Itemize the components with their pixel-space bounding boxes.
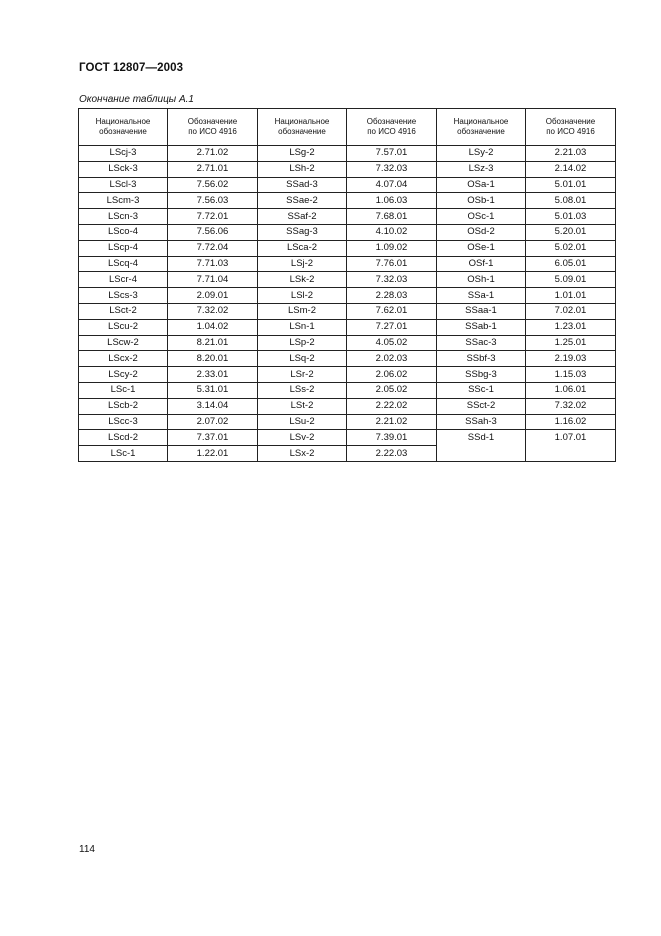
table-row xyxy=(79,367,616,383)
table-row xyxy=(79,240,616,256)
iso-designation-cell: 7.72.04 xyxy=(168,240,258,256)
national-designation-cell: LScd-2 xyxy=(79,430,168,446)
national-designation-cell: LSv-2 xyxy=(258,430,347,446)
national-designation-cell: SSaa-1 xyxy=(437,303,526,319)
iso-designation-cell: 1.07.01 xyxy=(526,430,616,446)
national-designation-cell: OSe-1 xyxy=(437,240,526,256)
national-designation-cell: LScu-2 xyxy=(79,319,168,335)
national-designation-cell: SSc-1 xyxy=(437,382,526,398)
iso-designation-cell: 2.06.02 xyxy=(347,367,437,383)
iso-designation-cell: 7.02.01 xyxy=(526,303,616,319)
iso-designation-cell: 7.32.03 xyxy=(347,272,437,288)
iso-designation-cell: 8.20.01 xyxy=(168,351,258,367)
national-designation-cell: OSb-1 xyxy=(437,193,526,209)
table-row xyxy=(79,288,616,304)
iso-designation-cell: 4.07.04 xyxy=(347,177,437,193)
iso-designation-cell xyxy=(526,446,616,462)
iso-designation-cell: 5.02.01 xyxy=(526,240,616,256)
national-designation-cell xyxy=(437,446,526,462)
iso-designation-cell: 1.23.01 xyxy=(526,319,616,335)
national-designation-cell: LSt-2 xyxy=(258,398,347,414)
table-body xyxy=(79,146,616,462)
iso-designation-cell: 5.01.01 xyxy=(526,177,616,193)
table-row xyxy=(79,303,616,319)
column-header-national-1: Национальное обозначение xyxy=(79,109,168,146)
table-row xyxy=(79,430,616,446)
national-designation-cell: SSae-2 xyxy=(258,193,347,209)
table-row xyxy=(79,414,616,430)
national-designation-cell: LScp-4 xyxy=(79,240,168,256)
iso-designation-cell: 2.28.03 xyxy=(347,288,437,304)
iso-designation-cell: 2.33.01 xyxy=(168,367,258,383)
national-designation-cell: LSck-3 xyxy=(79,161,168,177)
iso-designation-cell: 3.14.04 xyxy=(168,398,258,414)
national-designation-cell: OSf-1 xyxy=(437,256,526,272)
iso-designation-cell: 5.20.01 xyxy=(526,224,616,240)
iso-designation-cell: 7.32.02 xyxy=(526,398,616,414)
iso-designation-cell: 7.72.01 xyxy=(168,209,258,225)
national-designation-cell: LSn-1 xyxy=(258,319,347,335)
iso-designation-cell: 5.09.01 xyxy=(526,272,616,288)
national-designation-cell: LSp-2 xyxy=(258,335,347,351)
column-header-national-3: Национальное обозначение xyxy=(437,109,526,146)
national-designation-cell: SSab-1 xyxy=(437,319,526,335)
table-row xyxy=(79,193,616,209)
iso-designation-cell: 7.68.01 xyxy=(347,209,437,225)
national-designation-cell: SSaf-2 xyxy=(258,209,347,225)
iso-designation-cell: 8.21.01 xyxy=(168,335,258,351)
national-designation-cell: LSh-2 xyxy=(258,161,347,177)
national-designation-cell: LScc-3 xyxy=(79,414,168,430)
iso-designation-cell: 7.32.03 xyxy=(347,161,437,177)
iso-designation-cell: 5.01.03 xyxy=(526,209,616,225)
national-designation-cell: OSc-1 xyxy=(437,209,526,225)
table-row xyxy=(79,256,616,272)
document-header: ГОСТ 12807—2003 xyxy=(79,62,184,74)
national-designation-cell: LScs-3 xyxy=(79,288,168,304)
iso-designation-cell: 5.08.01 xyxy=(526,193,616,209)
national-designation-cell: LSc-1 xyxy=(79,446,168,462)
iso-designation-cell: 2.21.02 xyxy=(347,414,437,430)
table-row xyxy=(79,272,616,288)
national-designation-cell: SSbg-3 xyxy=(437,367,526,383)
national-designation-cell: LSk-2 xyxy=(258,272,347,288)
table-row xyxy=(79,382,616,398)
national-designation-cell: LScn-3 xyxy=(79,209,168,225)
national-designation-cell: LScy-2 xyxy=(79,367,168,383)
column-header-national-2: Национальное обозначение xyxy=(258,109,347,146)
iso-designation-cell: 2.02.03 xyxy=(347,351,437,367)
iso-designation-cell: 1.09.02 xyxy=(347,240,437,256)
iso-designation-cell: 7.76.01 xyxy=(347,256,437,272)
iso-designation-cell: 1.01.01 xyxy=(526,288,616,304)
iso-designation-cell: 2.07.02 xyxy=(168,414,258,430)
iso-designation-cell: 7.62.01 xyxy=(347,303,437,319)
national-designation-cell: LSl-2 xyxy=(258,288,347,304)
national-designation-cell: LSco-4 xyxy=(79,224,168,240)
iso-designation-cell: 7.27.01 xyxy=(347,319,437,335)
national-designation-cell: LScl-3 xyxy=(79,177,168,193)
national-designation-cell: LScq-4 xyxy=(79,256,168,272)
national-designation-cell: LSct-2 xyxy=(79,303,168,319)
iso-designation-cell: 2.09.01 xyxy=(168,288,258,304)
national-designation-cell: LScj-3 xyxy=(79,146,168,162)
iso-designation-cell: 1.06.01 xyxy=(526,382,616,398)
table-row xyxy=(79,446,616,462)
national-designation-cell: LScx-2 xyxy=(79,351,168,367)
iso-designation-cell: 4.10.02 xyxy=(347,224,437,240)
national-designation-cell: LScr-4 xyxy=(79,272,168,288)
national-designation-cell: LSc-1 xyxy=(79,382,168,398)
iso-designation-cell: 2.22.03 xyxy=(347,446,437,462)
table-row xyxy=(79,335,616,351)
national-designation-cell: OSd-2 xyxy=(437,224,526,240)
national-designation-cell: LSq-2 xyxy=(258,351,347,367)
iso-designation-cell: 1.15.03 xyxy=(526,367,616,383)
table-row xyxy=(79,319,616,335)
national-designation-cell: LScm-3 xyxy=(79,193,168,209)
iso-designation-cell: 2.14.02 xyxy=(526,161,616,177)
national-designation-cell: LSg-2 xyxy=(258,146,347,162)
iso-designation-cell: 1.06.03 xyxy=(347,193,437,209)
national-designation-cell: LSy-2 xyxy=(437,146,526,162)
iso-designation-cell: 1.04.02 xyxy=(168,319,258,335)
iso-designation-cell: 7.39.01 xyxy=(347,430,437,446)
table-row xyxy=(79,161,616,177)
column-header-iso-3: Обозначение по ИСО 4916 xyxy=(526,109,616,146)
national-designation-cell: SSac-3 xyxy=(437,335,526,351)
column-header-iso-1: Обозначение по ИСО 4916 xyxy=(168,109,258,146)
iso-designation-cell: 1.16.02 xyxy=(526,414,616,430)
national-designation-cell: LScb-2 xyxy=(79,398,168,414)
iso-designation-cell: 2.22.02 xyxy=(347,398,437,414)
column-header-iso-2: Обозначение по ИСО 4916 xyxy=(347,109,437,146)
iso-designation-cell: 7.32.02 xyxy=(168,303,258,319)
national-designation-cell: SSbf-3 xyxy=(437,351,526,367)
national-designation-cell: LSz-3 xyxy=(437,161,526,177)
national-designation-cell: LSr-2 xyxy=(258,367,347,383)
iso-designation-cell: 2.71.02 xyxy=(168,146,258,162)
national-designation-cell: LSca-2 xyxy=(258,240,347,256)
iso-designation-cell: 7.56.03 xyxy=(168,193,258,209)
national-designation-cell: LSx-2 xyxy=(258,446,347,462)
national-designation-cell: LSj-2 xyxy=(258,256,347,272)
iso-designation-cell: 2.19.03 xyxy=(526,351,616,367)
national-designation-cell: SSa-1 xyxy=(437,288,526,304)
iso-designation-cell: 7.57.01 xyxy=(347,146,437,162)
iso-designation-cell: 7.56.06 xyxy=(168,224,258,240)
national-designation-cell: SSad-3 xyxy=(258,177,347,193)
iso-designation-cell: 2.71.01 xyxy=(168,161,258,177)
iso-designation-cell: 2.21.03 xyxy=(526,146,616,162)
iso-designation-cell: 4.05.02 xyxy=(347,335,437,351)
national-designation-cell: OSa-1 xyxy=(437,177,526,193)
iso-designation-cell: 7.56.02 xyxy=(168,177,258,193)
iso-designation-cell: 7.71.04 xyxy=(168,272,258,288)
table-row xyxy=(79,146,616,162)
page-number: 114 xyxy=(79,844,95,855)
iso-designation-cell: 1.25.01 xyxy=(526,335,616,351)
national-designation-cell: LSm-2 xyxy=(258,303,347,319)
national-designation-cell: SSct-2 xyxy=(437,398,526,414)
iso-designation-cell: 2.05.02 xyxy=(347,382,437,398)
table-row xyxy=(79,351,616,367)
iso-designation-cell: 5.31.01 xyxy=(168,382,258,398)
national-designation-cell: SSd-1 xyxy=(437,430,526,446)
table-row xyxy=(79,224,616,240)
table-header-row xyxy=(79,109,616,146)
table-row xyxy=(79,398,616,414)
designation-table xyxy=(78,108,616,462)
table-row xyxy=(79,209,616,225)
national-designation-cell: LScw-2 xyxy=(79,335,168,351)
table-caption: Окончание таблицы А.1 xyxy=(79,94,194,105)
iso-designation-cell: 6.05.01 xyxy=(526,256,616,272)
national-designation-cell: SSag-3 xyxy=(258,224,347,240)
national-designation-cell: OSh-1 xyxy=(437,272,526,288)
table-row xyxy=(79,177,616,193)
iso-designation-cell: 7.71.03 xyxy=(168,256,258,272)
national-designation-cell: LSu-2 xyxy=(258,414,347,430)
national-designation-cell: SSah-3 xyxy=(437,414,526,430)
iso-designation-cell: 1.22.01 xyxy=(168,446,258,462)
national-designation-cell: LSs-2 xyxy=(258,382,347,398)
iso-designation-cell: 7.37.01 xyxy=(168,430,258,446)
